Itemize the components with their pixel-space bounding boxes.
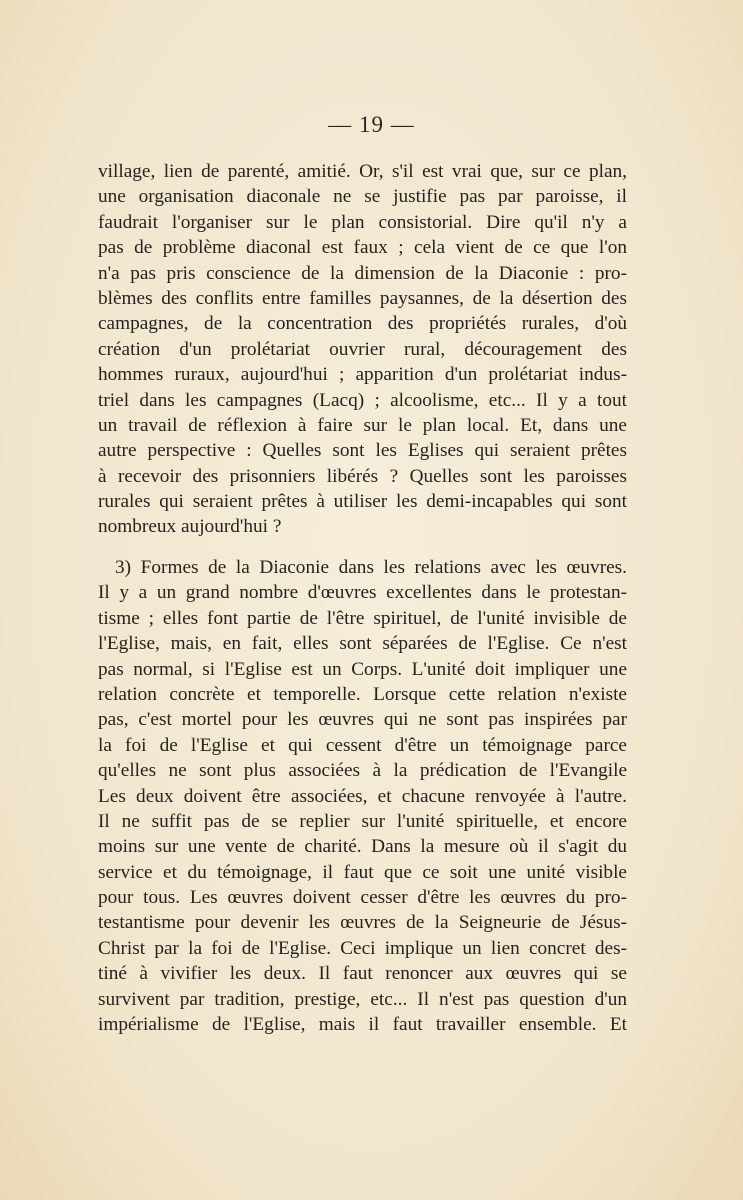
text-line: à recevoir des prisonniers libérés ? Quelles sont les paroisses	[98, 465, 627, 487]
text-line: impérialisme de l'Eglise, mais il faut travailler ensemble. Et	[98, 1014, 627, 1036]
paragraph-1	[98, 159, 627, 540]
text-line: qu'elles ne sont plus associées à la prédication de l'Evangile	[98, 760, 627, 782]
text-line: tisme ; elles font partie de l'être spirituel, de l'unité invisible de	[98, 607, 627, 629]
text-line: l'Eglise, mais, en fait, elles sont séparées de l'Eglise. Ce n'est	[98, 633, 627, 655]
text-line: service et du témoignage, il faut que ce soit une unité visible	[98, 861, 627, 883]
text-line: triel dans les campagnes (Lacq) ; alcoolisme, etc... Il y a tout	[98, 389, 627, 411]
text-line: Christ par la foi de l'Eglise. Ceci implique un lien concret des-	[98, 937, 627, 959]
text-line: nombreux aujourd'hui ?	[98, 516, 282, 538]
text-line: survivent par tradition, prestige, etc... Il n'est pas question d'un	[98, 988, 627, 1010]
text-line: Il y a un grand nombre d'œuvres excellentes dans le protestan-	[98, 582, 627, 604]
text-line: moins sur une vente de charité. Dans la mesure où il s'agit du	[98, 836, 627, 858]
text-line: la foi de l'Eglise et qui cessent d'être un témoignage parce	[98, 734, 627, 756]
text-line: Les deux doivent être associées, et chacune renvoyée à l'autre.	[98, 785, 627, 807]
page-number: — 19 —	[328, 112, 415, 137]
text-line: autre perspective : Quelles sont les Eglises qui seraient prêtes	[98, 440, 627, 462]
text-line: relation concrète et temporelle. Lorsque cette relation n'existe	[98, 683, 627, 705]
text-line: rurales qui seraient prêtes à utiliser les demi-incapables qui sont	[98, 491, 627, 513]
text-line: blèmes des conflits entre familles paysannes, de la désertion des	[98, 287, 627, 309]
text-line: campagnes, de la concentration des propriétés rurales, d'où	[98, 313, 627, 335]
text-line: Il ne suffit pas de se replier sur l'unité spirituelle, et encore	[98, 810, 627, 832]
text-line: pas de problème diaconal est faux ; cela vient de ce que l'on	[98, 237, 627, 259]
text-line: faudrait l'organiser sur le plan consistorial. Dire qu'il n'y a	[98, 211, 627, 233]
text-line: un travail de réflexion à faire sur le plan local. Et, dans une	[98, 414, 627, 436]
text-line: pas normal, si l'Eglise est un Corps. L'unité doit impliquer une	[98, 658, 627, 680]
text-line: 3) Formes de la Diaconie dans les relations avec les œuvres.	[115, 557, 627, 578]
text-line: pas, c'est mortel pour les œuvres qui ne sont pas inspirées par	[98, 709, 627, 731]
paragraph-2	[98, 555, 627, 1037]
text-line: testantisme pour devenir les œuvres de la Seigneurie de Jésus-	[98, 912, 627, 934]
text-line: hommes ruraux, aujourd'hui ; apparition d'un prolétariat indus-	[98, 364, 627, 386]
text-line: une organisation diaconale ne se justifie pas par paroisse, il	[98, 186, 627, 208]
text-line: pour tous. Les œuvres doivent cesser d'être les œuvres du pro-	[98, 887, 627, 909]
text-line: n'a pas pris conscience de la dimension de la Diaconie : pro-	[98, 262, 627, 284]
text-line: création d'un prolétariat ouvrier rural, découragement des	[98, 338, 627, 360]
text-line: village, lien de parenté, amitié. Or, s'il est vrai que, sur ce plan,	[98, 161, 627, 182]
text-line: tiné à vivifier les deux. Il faut renoncer aux œuvres qui se	[98, 963, 627, 985]
